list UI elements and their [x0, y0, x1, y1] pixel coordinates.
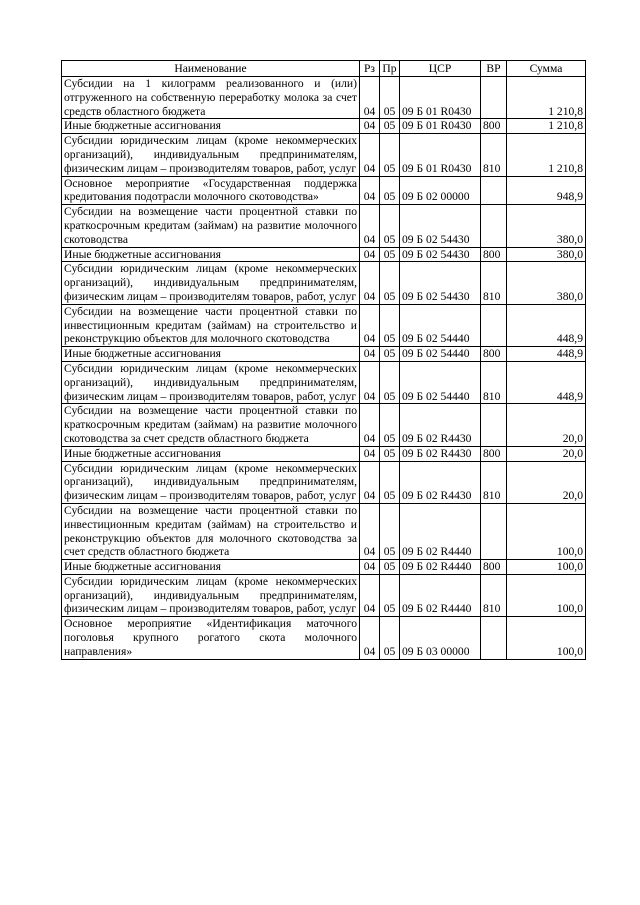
row-sum: 100,0	[507, 574, 586, 616]
row-vr: 800	[481, 446, 507, 461]
header-name: Наименование	[62, 61, 360, 77]
table-row	[62, 361, 586, 403]
row-rz: 04	[360, 574, 380, 616]
row-vr: 810	[481, 461, 507, 503]
row-name: Основное мероприятие «Государственная поддержка кредитования подотрасли молочного скотоводства»	[62, 176, 360, 205]
row-name: Иные бюджетные ассигнования	[62, 347, 360, 362]
row-csr: 09 Б 02 54430	[400, 262, 481, 304]
row-rz: 04	[360, 176, 380, 205]
table-row	[62, 262, 586, 304]
row-vr	[481, 205, 507, 247]
table-row	[62, 119, 586, 134]
header-vr: ВР	[481, 61, 507, 77]
row-sum: 948,9	[507, 176, 586, 205]
table-row	[62, 347, 586, 362]
row-sum: 448,9	[507, 361, 586, 403]
row-csr: 09 Б 02 54430	[400, 205, 481, 247]
row-vr	[481, 176, 507, 205]
row-name: Иные бюджетные ассигнования	[62, 560, 360, 575]
row-sum: 1 210,8	[507, 134, 586, 176]
row-name: Субсидии на 1 килограмм реализованного и (или) отгруженного на собственную переработку молока за счет средств областного бюджета	[62, 77, 360, 119]
row-vr: 800	[481, 560, 507, 575]
row-vr: 800	[481, 247, 507, 262]
row-vr	[481, 77, 507, 119]
row-csr: 09 Б 01 R0430	[400, 77, 481, 119]
table-row	[62, 574, 586, 616]
row-csr: 09 Б 01 R0430	[400, 134, 481, 176]
row-csr: 09 Б 02 R4430	[400, 404, 481, 446]
row-sum: 380,0	[507, 247, 586, 262]
row-name: Основное мероприятие «Идентификация маточного поголовья крупного рогатого скота молочного направления»	[62, 617, 360, 659]
row-name: Субсидии на возмещение части процентной ставки по инвестиционным кредитам (займам) на строительство и реконструкцию объектов для молочного скотоводства	[62, 304, 360, 346]
row-rz: 04	[360, 205, 380, 247]
row-vr: 810	[481, 262, 507, 304]
table-body	[62, 77, 586, 660]
row-rz: 04	[360, 446, 380, 461]
row-rz: 04	[360, 304, 380, 346]
row-pr: 05	[380, 404, 400, 446]
row-vr	[481, 503, 507, 559]
row-csr: 09 Б 02 54440	[400, 304, 481, 346]
row-rz: 04	[360, 361, 380, 403]
header-rz: Рз	[360, 61, 380, 77]
row-pr: 05	[380, 134, 400, 176]
row-pr: 05	[380, 176, 400, 205]
row-name: Субсидии на возмещение части процентной ставки по краткосрочным кредитам (займам) на развитие молочного скотоводства	[62, 205, 360, 247]
table-row	[62, 461, 586, 503]
row-pr: 05	[380, 503, 400, 559]
row-name: Субсидии юридическим лицам (кроме некоммерческих организаций), индивидуальным предпринимателям, физическим лицам – производителям товаров, работ, услуг	[62, 134, 360, 176]
row-rz: 04	[360, 347, 380, 362]
table-row	[62, 404, 586, 446]
row-name: Субсидии на возмещение части процентной ставки по краткосрочным кредитам (займам) на развитие молочного скотоводства за счет средств областного бюджета	[62, 404, 360, 446]
row-pr: 05	[380, 304, 400, 346]
table-row	[62, 77, 586, 119]
row-rz: 04	[360, 503, 380, 559]
header-row	[62, 61, 586, 77]
row-vr	[481, 617, 507, 659]
row-sum: 380,0	[507, 262, 586, 304]
row-rz: 04	[360, 262, 380, 304]
row-name: Субсидии юридическим лицам (кроме некоммерческих организаций), индивидуальным предпринимателям, физическим лицам – производителям товаров, работ, услуг	[62, 262, 360, 304]
row-name: Иные бюджетные ассигнования	[62, 247, 360, 262]
row-sum: 20,0	[507, 446, 586, 461]
row-rz: 04	[360, 247, 380, 262]
row-vr	[481, 404, 507, 446]
header-sum: Сумма	[507, 61, 586, 77]
row-pr: 05	[380, 461, 400, 503]
table-row	[62, 205, 586, 247]
table-row	[62, 446, 586, 461]
row-rz: 04	[360, 560, 380, 575]
row-vr: 800	[481, 347, 507, 362]
row-csr: 09 Б 02 R4430	[400, 461, 481, 503]
row-pr: 05	[380, 262, 400, 304]
row-pr: 05	[380, 617, 400, 659]
row-name: Субсидии на возмещение части процентной ставки по инвестиционным кредитам (займам) на строительство и реконструкцию объектов для молочного скотоводства за счет средств областного бюджета	[62, 503, 360, 559]
budget-table	[61, 60, 586, 660]
row-name: Субсидии юридическим лицам (кроме некоммерческих организаций), индивидуальным предпринимателям, физическим лицам – производителям товаров, работ, услуг	[62, 461, 360, 503]
row-rz: 04	[360, 119, 380, 134]
row-sum: 20,0	[507, 461, 586, 503]
row-name: Иные бюджетные ассигнования	[62, 446, 360, 461]
row-pr: 05	[380, 119, 400, 134]
row-rz: 04	[360, 77, 380, 119]
row-pr: 05	[380, 560, 400, 575]
table-row	[62, 176, 586, 205]
header-csr: ЦСР	[400, 61, 481, 77]
row-pr: 05	[380, 77, 400, 119]
row-csr: 09 Б 02 54440	[400, 347, 481, 362]
row-csr: 09 Б 03 00000	[400, 617, 481, 659]
row-vr: 800	[481, 119, 507, 134]
table-row	[62, 304, 586, 346]
row-csr: 09 Б 02 R4440	[400, 574, 481, 616]
row-csr: 09 Б 02 54430	[400, 247, 481, 262]
row-pr: 05	[380, 574, 400, 616]
row-csr: 09 Б 02 54440	[400, 361, 481, 403]
row-vr: 810	[481, 134, 507, 176]
row-name: Иные бюджетные ассигнования	[62, 119, 360, 134]
row-sum: 20,0	[507, 404, 586, 446]
row-sum: 1 210,8	[507, 77, 586, 119]
row-pr: 05	[380, 361, 400, 403]
row-rz: 04	[360, 404, 380, 446]
table-row	[62, 617, 586, 659]
row-vr: 810	[481, 574, 507, 616]
row-csr: 09 Б 02 R4440	[400, 503, 481, 559]
row-sum: 448,9	[507, 347, 586, 362]
table-row	[62, 247, 586, 262]
row-sum: 380,0	[507, 205, 586, 247]
row-sum: 100,0	[507, 617, 586, 659]
table-row	[62, 503, 586, 559]
row-sum: 100,0	[507, 560, 586, 575]
row-name: Субсидии юридическим лицам (кроме некоммерческих организаций), индивидуальным предпринимателям, физическим лицам – производителям товаров, работ, услуг	[62, 361, 360, 403]
row-sum: 100,0	[507, 503, 586, 559]
row-csr: 09 Б 02 00000	[400, 176, 481, 205]
table-row	[62, 560, 586, 575]
row-vr	[481, 304, 507, 346]
row-rz: 04	[360, 461, 380, 503]
row-csr: 09 Б 01 R0430	[400, 119, 481, 134]
row-sum: 448,9	[507, 304, 586, 346]
table-header	[62, 61, 586, 77]
row-rz: 04	[360, 617, 380, 659]
table-row	[62, 134, 586, 176]
header-pr: Пр	[380, 61, 400, 77]
row-name: Субсидии юридическим лицам (кроме некоммерческих организаций), индивидуальным предпринимателям, физическим лицам – производителям товаров, работ, услуг	[62, 574, 360, 616]
row-csr: 09 Б 02 R4440	[400, 560, 481, 575]
row-pr: 05	[380, 247, 400, 262]
row-csr: 09 Б 02 R4430	[400, 446, 481, 461]
row-rz: 04	[360, 134, 380, 176]
row-sum: 1 210,8	[507, 119, 586, 134]
row-pr: 05	[380, 446, 400, 461]
row-pr: 05	[380, 347, 400, 362]
row-vr: 810	[481, 361, 507, 403]
row-pr: 05	[380, 205, 400, 247]
